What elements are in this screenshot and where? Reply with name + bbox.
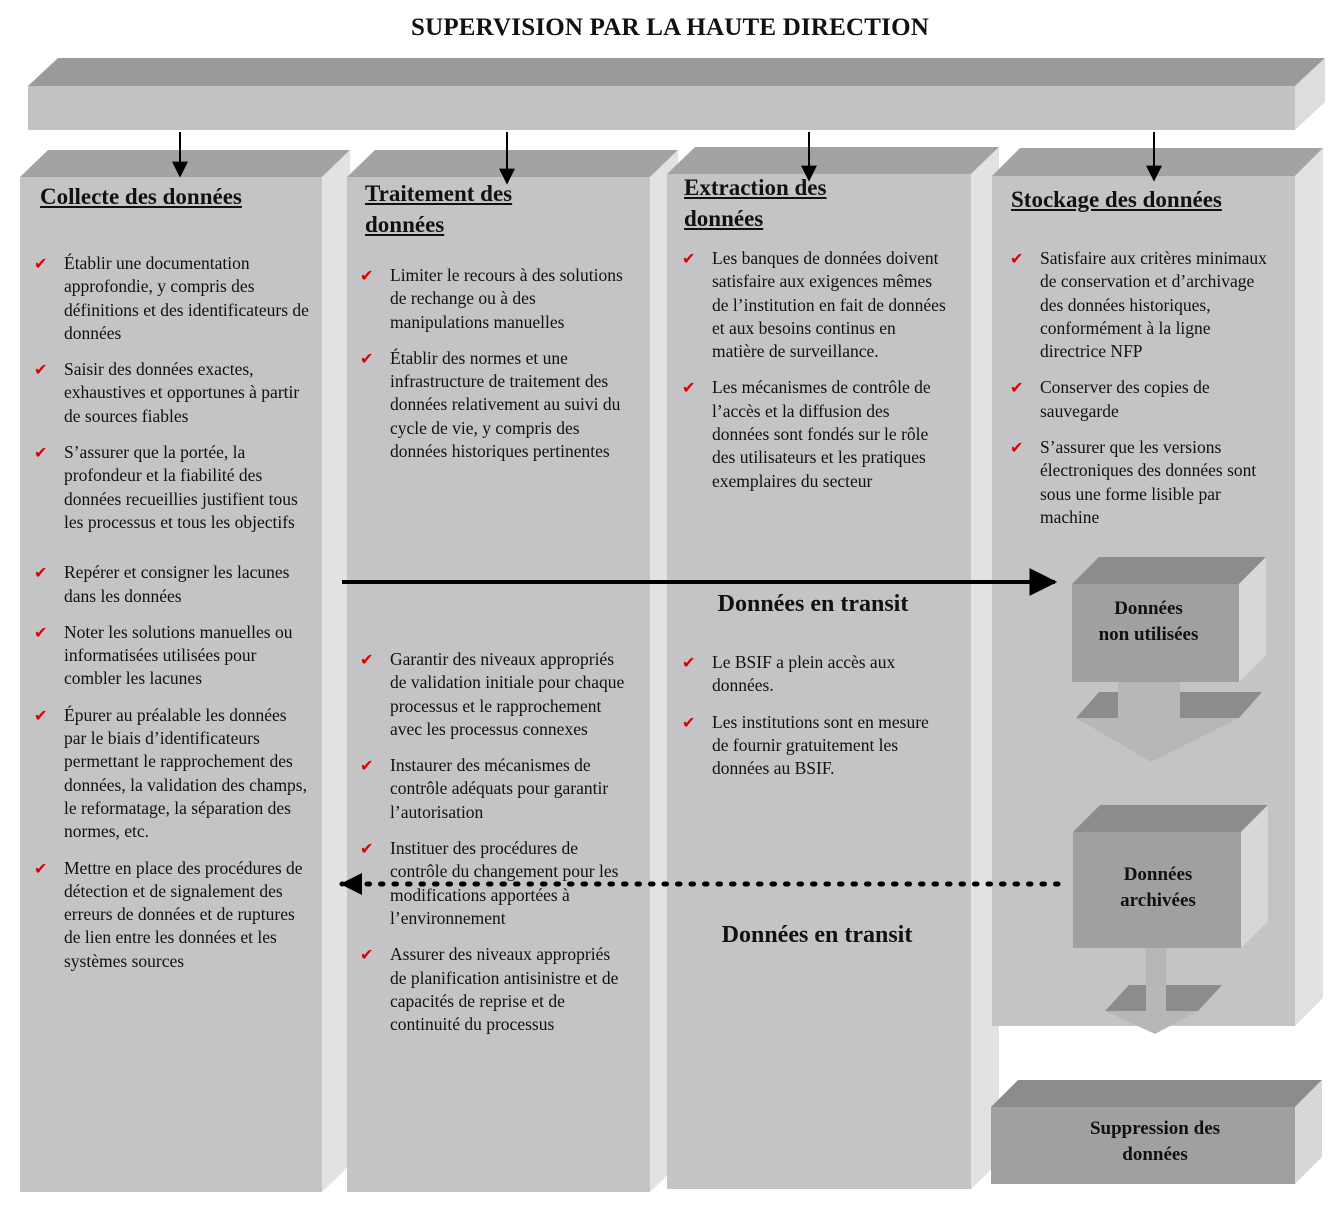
list-item: ✔ Noter les solutions manuelles ou informatisées utilisées pour combler les lacunes <box>32 621 310 691</box>
transit-label-1: Données en transit <box>717 591 909 617</box>
list-item: ✔ Établir une documentation approfondie, y compris des définitions et des identificateurs de données <box>32 252 310 345</box>
box-unused-line1: Données <box>1114 598 1183 619</box>
stockage-list <box>1008 247 1280 529</box>
list-item: ✔ Les banques de données doivent satisfaire aux exigences mêmes de l’institution en fait de données et aux besoins continus en matière de surveillance. <box>680 247 948 363</box>
list-item: ✔ Le BSIF a plein accès aux données. <box>680 651 948 698</box>
traitement-list-top <box>358 264 628 463</box>
list-item: ✔ Conserver des copies de sauvegarde <box>1008 376 1280 423</box>
supervision-bar <box>28 58 1325 130</box>
list-item: ✔ Satisfaire aux critères minimaux de conservation et d’archivage des données historiques, conformément à la ligne directrice NFP <box>1008 247 1280 363</box>
box-deletion-line1: Suppression des <box>1089 1118 1221 1139</box>
list-item: ✔ Instituer des procédures de contrôle du changement pour les modifications apportées à l’environnement <box>358 837 628 930</box>
traitement-list-bottom <box>358 648 628 1036</box>
list-item: ✔ Épurer au préalable les données par le biais d’identificateurs permettant le rapprochement des données, la validation des champs, le reformatage, la séparation des normes, etc. <box>32 704 310 844</box>
list-item: ✔ Garantir des niveaux appropriés de validation initiale pour chaque processus et le rapprochement avec les processus connexes <box>358 648 628 741</box>
box-deletion-label <box>1050 1116 1260 1168</box>
extraction-title: Extraction des données <box>684 175 827 231</box>
traitement-title: Traitement des données <box>365 181 513 237</box>
list-item: ✔ Établir des normes et une infrastructure de traitement des données relativement au suivi du cycle de vie, y compris des données historiques pertinentes <box>358 347 628 463</box>
collecte-list <box>32 252 310 973</box>
list-item: ✔ S’assurer que les versions électroniques des données sont sous une forme lisible par machine <box>1008 436 1280 529</box>
list-item: ✔ Mettre en place des procédures de détection et de signalement des erreurs de données et de ruptures de lien entre les données et les systèmes sources <box>32 857 310 973</box>
list-item: ✔ S’assurer que la portée, la profondeur et la fiabilité des données recueillies justifient tous les processus et tous les objectifs <box>32 441 310 534</box>
box-archived-label <box>1073 862 1243 914</box>
box-unused-label <box>1072 596 1225 648</box>
box-unused-line2: non utilisées <box>1098 624 1199 645</box>
list-item: ✔ Assurer des niveaux appropriés de planification antisinistre et de capacités de reprise et de continuité du processus <box>358 943 628 1036</box>
list-item: ✔ Saisir des données exactes, exhaustives et opportunes à partir de sources fiables <box>32 358 310 428</box>
list-item: ✔ Limiter le recours à des solutions de rechange ou à des manipulations manuelles <box>358 264 628 334</box>
box-deletion-line2: données <box>1122 1144 1188 1165</box>
list-item: ✔ Les institutions sont en mesure de fournir gratuitement les données au BSIF. <box>680 711 948 781</box>
list-item: ✔ Les mécanismes de contrôle de l’accès et la diffusion des données sont fondés sur le rôle des utilisateurs et les pratiques exemplaires du secteur <box>680 376 948 492</box>
collecte-title: Collecte des données <box>40 184 242 209</box>
box-archived-line1: Données <box>1123 864 1193 885</box>
extraction-list-bottom <box>680 651 948 780</box>
box-archived-line2: archivées <box>1120 890 1196 911</box>
list-item: ✔ Instaurer des mécanismes de contrôle adéquats pour garantir l’autorisation <box>358 754 628 824</box>
list-item: ✔ Repérer et consigner les lacunes dans les données <box>32 561 310 608</box>
extraction-list-top <box>680 247 948 493</box>
stockage-title: Stockage des données <box>1011 187 1222 212</box>
main-title: SUPERVISION PAR LA HAUTE DIRECTION <box>410 14 930 41</box>
transit-label-2: Données en transit <box>721 922 913 948</box>
